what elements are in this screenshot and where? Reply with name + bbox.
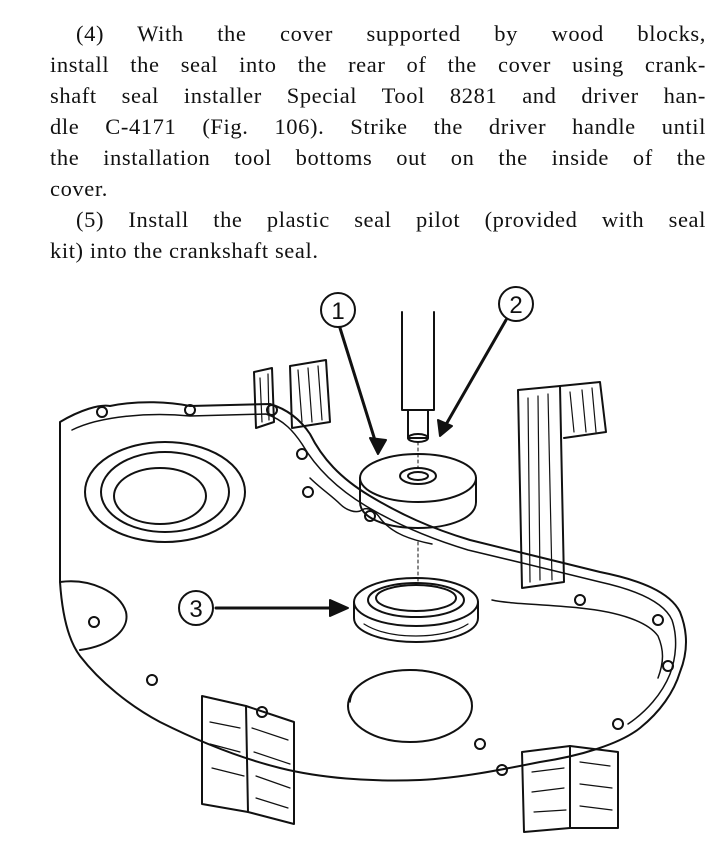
step-4-line-5: the installation tool bottoms out on the inside of the — [50, 145, 706, 170]
instruction-text — [50, 18, 706, 266]
step-4-line-2: install the seal into the rear of the cover using crank- — [50, 52, 706, 77]
driver-handle — [402, 312, 434, 442]
seal-installation-illustration — [40, 282, 700, 842]
step-5-line-1: (5) Install the plastic seal pilot (provided with seal — [76, 207, 706, 232]
wood-block-right-back — [518, 382, 606, 588]
step-4-paragraph — [50, 18, 706, 204]
step-4-line-6: cover. — [50, 176, 108, 201]
callout-3-label: 3 — [189, 596, 203, 623]
callout-2-label: 2 — [509, 292, 523, 319]
callout-3 — [179, 591, 348, 625]
crankshaft-seal — [354, 578, 478, 642]
step-4-line-3: shaft seal installer Special Tool 8281 and driver han- — [50, 83, 706, 108]
step-4-line-1: (4) With the cover supported by wood blocks, — [76, 21, 706, 46]
step-5-line-2: kit) into the crankshaft seal. — [50, 238, 319, 263]
wood-block-right-front — [522, 746, 618, 832]
wood-block-left-front — [202, 696, 294, 824]
seal-installation-figure — [40, 282, 700, 842]
callout-1-label: 1 — [331, 298, 345, 325]
step-4-line-4: dle C-4171 (Fig. 106). Strike the driver handle until — [50, 114, 706, 139]
callout-1 — [321, 293, 386, 454]
wood-block-left-back — [254, 360, 330, 428]
step-5-paragraph — [50, 204, 706, 266]
